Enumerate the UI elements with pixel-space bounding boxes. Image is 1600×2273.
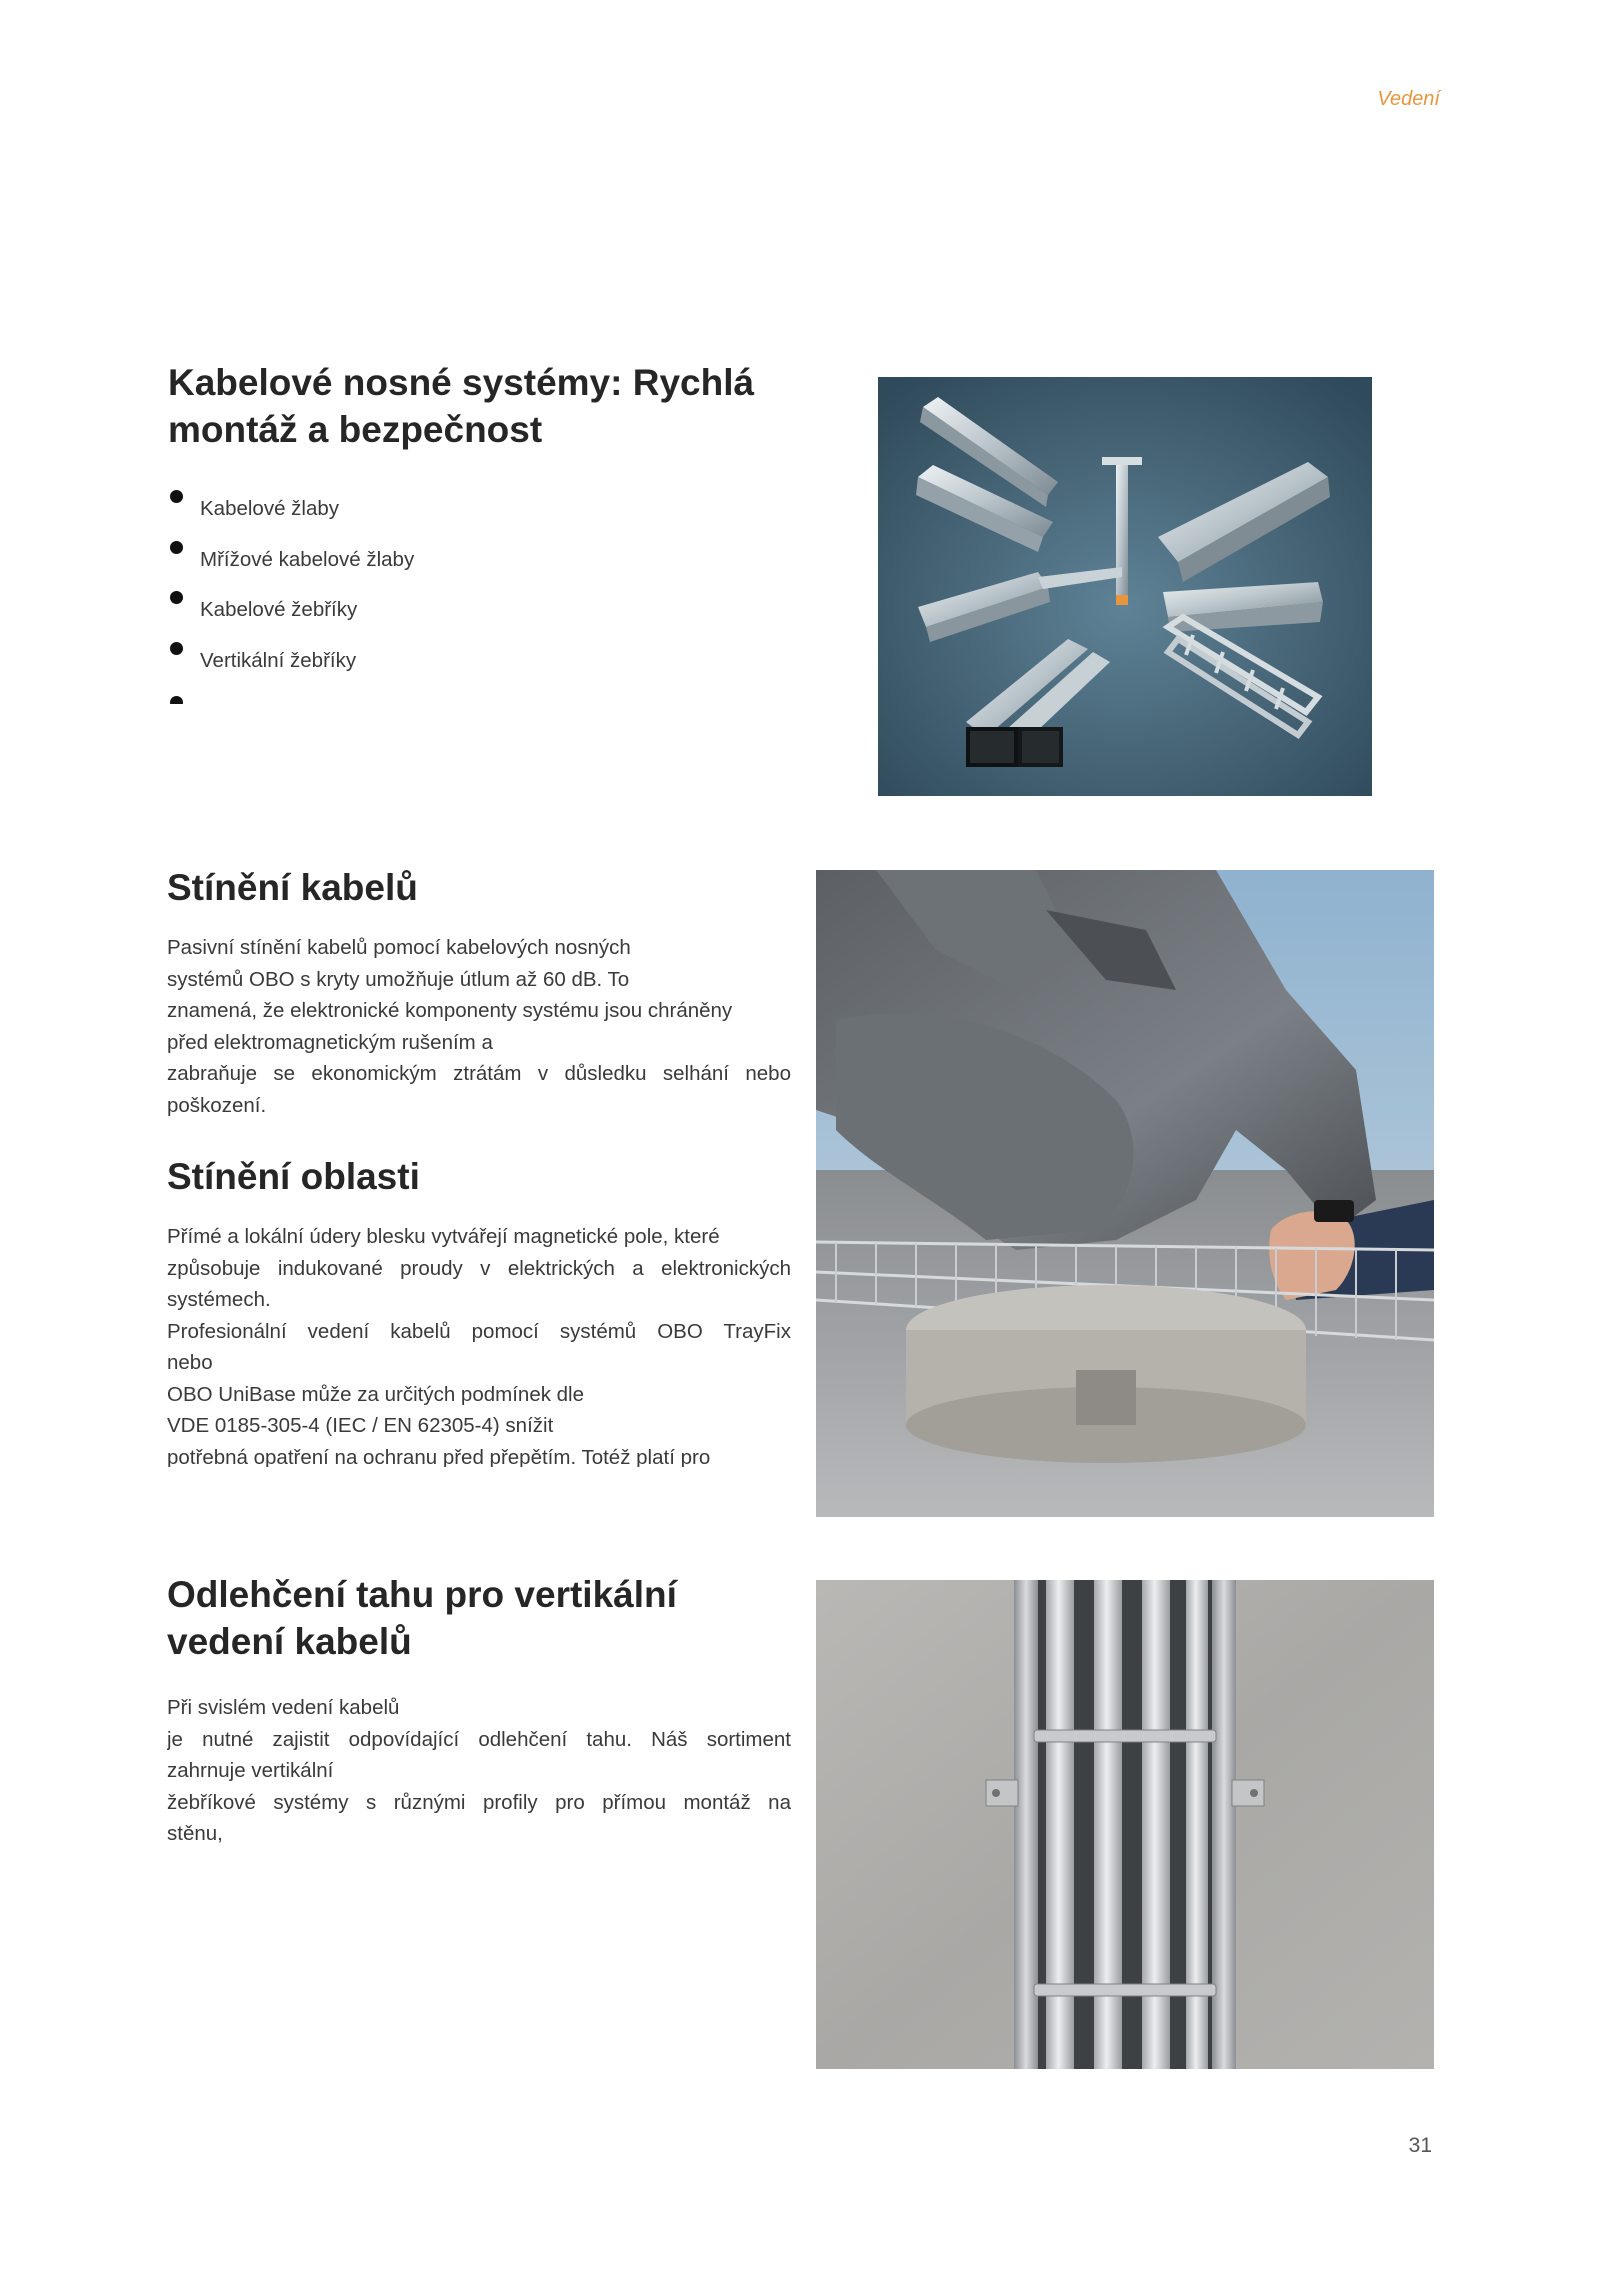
list-item	[168, 642, 768, 693]
list-item-label: Kabelové žebříky	[200, 598, 358, 621]
product-photo-cable-trays	[878, 377, 1372, 796]
text-line: zahrnuje vertikální	[167, 1759, 334, 1782]
paragraph-area-shielding	[167, 1221, 791, 1467]
text-line: systémů OBO s kryty umožňuje útlum až 60 dB. To	[167, 967, 630, 991]
bullet-icon	[170, 490, 183, 503]
text-line: Při svislém vedení kabelů	[167, 1696, 400, 1719]
text-line: systémech.	[167, 1288, 271, 1311]
bullet-list	[168, 490, 768, 704]
text-line: potřebná opatření na ochranu před přepětím. Totéž platí pro	[167, 1445, 711, 1467]
title-line: Odlehčení tahu pro vertikální	[167, 1574, 677, 1615]
vertical-ladder-illustration	[816, 1580, 1434, 2069]
text-line: Přímé a lokální údery blesku vytvářejí magnetické pole, které	[167, 1225, 720, 1248]
photo-vertical-ladder	[816, 1580, 1434, 2069]
title-line: montáž a bezpečnost	[168, 409, 543, 450]
text-line: OBO UniBase může za určitých podmínek dle	[167, 1382, 585, 1406]
text-line: před elektromagnetickým rušením a	[167, 1030, 493, 1054]
section-title-cable-shielding: Stínění kabelů	[167, 867, 418, 908]
bullet-icon	[170, 696, 183, 704]
paragraph-strain-relief	[167, 1692, 791, 1872]
list-item-label: Kabelové žlaby	[200, 497, 340, 520]
running-head: Vedení	[1377, 88, 1440, 110]
section-title-area-shielding: Stínění oblasti	[167, 1156, 420, 1197]
cable-trays-illustration	[878, 377, 1372, 796]
bullet-icon	[170, 642, 183, 655]
text-line: poškození.	[167, 1093, 267, 1117]
list-item-label: Vertikální žebříky	[200, 648, 357, 672]
list-item-label: Mřížové kabelové žlaby	[200, 547, 415, 571]
list-item	[168, 490, 768, 541]
text-line: znamená, že elektronické komponenty systému jsou chráněny	[167, 999, 733, 1022]
text-line: stěnu,	[167, 1822, 223, 1845]
text-line: zabraňuje se ekonomickým ztrátám v důsledku selhání nebo	[167, 1062, 791, 1085]
text-line: způsobuje indukované proudy v elektrických a elektronických	[167, 1256, 791, 1280]
title-line: vedení kabelů	[167, 1621, 412, 1662]
photo-worker-mesh-tray	[816, 870, 1434, 1517]
section-title-cable-support	[168, 359, 788, 453]
text-line: Pasivní stínění kabelů pomocí kabelových nosných	[167, 936, 631, 959]
text-line: VDE 0185-305-4 (IEC / EN 62305-4) snížit	[167, 1414, 554, 1437]
bullet-icon	[170, 541, 183, 554]
text-line: žebříkové systémy s různými profily pro přímou montáž na	[167, 1790, 791, 1814]
text-line: Profesionální vedení kabelů pomocí systémů OBO TrayFix	[167, 1319, 791, 1343]
bullet-icon	[170, 591, 183, 604]
paragraph-cable-shielding	[167, 932, 791, 1121]
list-item	[168, 541, 768, 592]
list-item	[168, 591, 768, 642]
title-line: Kabelové nosné systémy: Rychlá	[168, 362, 755, 403]
list-item-cut	[168, 692, 768, 704]
worker-illustration	[816, 870, 1434, 1517]
page-number: 31	[1408, 2134, 1432, 2157]
text-line: nebo	[167, 1351, 213, 1374]
section-title-strain-relief	[167, 1571, 767, 1665]
text-line: je nutné zajistit odpovídající odlehčení tahu. Náš sortiment	[167, 1727, 791, 1751]
